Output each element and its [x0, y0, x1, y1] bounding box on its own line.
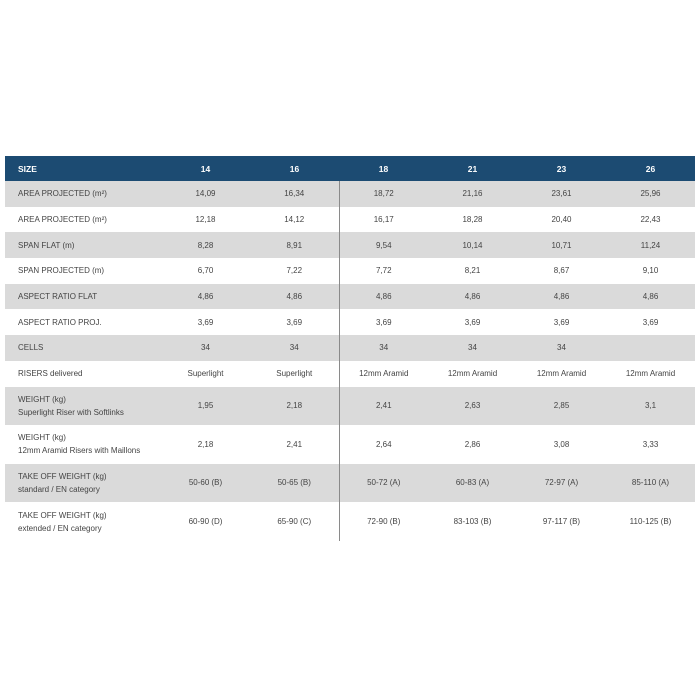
- table-cell: 4,86: [161, 284, 250, 310]
- row-label: ASPECT RATIO PROJ.: [18, 317, 102, 327]
- table-cell: 34: [250, 335, 339, 361]
- table-cell: 3,08: [517, 425, 606, 464]
- size-column-header: 26: [645, 163, 656, 174]
- table-cell: 72-97 (A): [517, 464, 606, 503]
- row-label-cell: [5, 181, 161, 207]
- table-row: [5, 502, 695, 541]
- table-cell: 2,41: [339, 387, 428, 426]
- row-label: TAKE OFF WEIGHT (kg): [18, 471, 107, 481]
- table-cell: 23,61: [517, 181, 606, 207]
- table-cell: 97-117 (B): [517, 502, 606, 541]
- table-cell: 72-90 (B): [339, 502, 428, 541]
- row-sublabel: standard / EN category: [18, 484, 100, 494]
- row-sublabel: extended / EN category: [18, 523, 102, 533]
- size-column-header: 21: [467, 163, 478, 174]
- table-cell: 18,28: [428, 207, 517, 233]
- row-label: WEIGHT (kg): [18, 394, 66, 404]
- size-header: SIZE: [18, 163, 37, 174]
- row-label-cell: [5, 284, 161, 310]
- table-cell: 8,91: [250, 232, 339, 258]
- table-cell: 3,69: [250, 309, 339, 335]
- size-column-header: 14: [200, 163, 211, 174]
- row-label-cell: [5, 335, 161, 361]
- spec-table-container: [5, 156, 695, 541]
- table-cell: 25,96: [606, 181, 695, 207]
- table-cell: 14,09: [161, 181, 250, 207]
- table-cell: 18,72: [339, 181, 428, 207]
- table-cell: 8,28: [161, 232, 250, 258]
- table-cell: 2,86: [428, 425, 517, 464]
- row-label: WEIGHT (kg): [18, 433, 66, 443]
- table-cell: 12mm Aramid: [339, 361, 428, 387]
- table-cell: 34: [517, 335, 606, 361]
- table-cell: 7,22: [250, 258, 339, 284]
- row-label: ASPECT RATIO FLAT: [18, 292, 98, 302]
- table-cell: 20,40: [517, 207, 606, 233]
- row-label-cell: [5, 387, 161, 426]
- table-cell: 9,54: [339, 232, 428, 258]
- table-cell: 50-65 (B): [250, 464, 339, 503]
- table-row: [5, 464, 695, 503]
- table-cell: [606, 335, 695, 361]
- table-cell: 3,69: [339, 309, 428, 335]
- table-cell: 6,70: [161, 258, 250, 284]
- row-sublabel: 12mm Aramid Risers with Maillons: [18, 446, 141, 456]
- table-row: [5, 335, 695, 361]
- table-cell: 3,69: [517, 309, 606, 335]
- row-label-cell: [5, 425, 161, 464]
- table-cell: 2,85: [517, 387, 606, 426]
- table-cell: 4,86: [606, 284, 695, 310]
- table-cell: 4,86: [250, 284, 339, 310]
- table-cell: 3,1: [606, 387, 695, 426]
- table-cell: 8,21: [428, 258, 517, 284]
- table-cell: 60-90 (D): [161, 502, 250, 541]
- table-cell: Superlight: [250, 361, 339, 387]
- table-cell: 14,12: [250, 207, 339, 233]
- table-cell: 11,24: [606, 232, 695, 258]
- table-row: [5, 284, 695, 310]
- table-cell: 12mm Aramid: [428, 361, 517, 387]
- table-row: [5, 232, 695, 258]
- table-cell: 3,69: [606, 309, 695, 335]
- table-cell: 8,67: [517, 258, 606, 284]
- table-cell: Superlight: [161, 361, 250, 387]
- row-label: TAKE OFF WEIGHT (kg): [18, 510, 107, 520]
- size-column-header: 18: [378, 163, 389, 174]
- table-cell: 1,95: [161, 387, 250, 426]
- row-label: AREA PROJECTED (m²): [18, 215, 107, 225]
- table-cell: 2,63: [428, 387, 517, 426]
- header-row: [5, 156, 695, 181]
- table-cell: 22,43: [606, 207, 695, 233]
- table-cell: 83-103 (B): [428, 502, 517, 541]
- table-cell: 3,69: [428, 309, 517, 335]
- table-cell: 34: [428, 335, 517, 361]
- row-label-cell: [5, 502, 161, 541]
- table-row: [5, 181, 695, 207]
- row-label: RISERS delivered: [18, 369, 83, 379]
- row-label: CELLS: [18, 343, 44, 353]
- spec-table-body: [5, 181, 695, 541]
- table-row: [5, 309, 695, 335]
- table-cell: 2,18: [250, 387, 339, 426]
- table-cell: 50-72 (A): [339, 464, 428, 503]
- table-cell: 16,17: [339, 207, 428, 233]
- table-cell: 10,14: [428, 232, 517, 258]
- row-label-cell: [5, 258, 161, 284]
- row-label: SPAN FLAT (m): [18, 240, 75, 250]
- table-cell: 9,10: [606, 258, 695, 284]
- table-cell: 10,71: [517, 232, 606, 258]
- row-label-cell: [5, 361, 161, 387]
- table-cell: 34: [161, 335, 250, 361]
- table-row: [5, 425, 695, 464]
- table-cell: 4,86: [517, 284, 606, 310]
- table-cell: 60-83 (A): [428, 464, 517, 503]
- row-sublabel: Superlight Riser with Softlinks: [18, 407, 124, 417]
- row-label: SPAN PROJECTED (m): [18, 266, 105, 276]
- table-cell: 12,18: [161, 207, 250, 233]
- row-label-cell: [5, 232, 161, 258]
- table-cell: 2,64: [339, 425, 428, 464]
- table-row: [5, 387, 695, 426]
- table-cell: 16,34: [250, 181, 339, 207]
- row-label-cell: [5, 207, 161, 233]
- row-label: AREA PROJECTED (m²): [18, 189, 107, 199]
- table-cell: 12mm Aramid: [606, 361, 695, 387]
- table-cell: 4,86: [339, 284, 428, 310]
- table-cell: 50-60 (B): [161, 464, 250, 503]
- size-column-header: 16: [289, 163, 300, 174]
- table-cell: 3,33: [606, 425, 695, 464]
- table-cell: 7,72: [339, 258, 428, 284]
- row-label-cell: [5, 464, 161, 503]
- table-cell: 110-125 (B): [606, 502, 695, 541]
- size-column-header: 23: [556, 163, 567, 174]
- spec-table: [5, 156, 695, 541]
- table-cell: 21,16: [428, 181, 517, 207]
- table-cell: 2,41: [250, 425, 339, 464]
- spec-table-header: [5, 156, 695, 181]
- table-cell: 34: [339, 335, 428, 361]
- table-cell: 65-90 (C): [250, 502, 339, 541]
- table-cell: 2,18: [161, 425, 250, 464]
- table-row: [5, 258, 695, 284]
- table-cell: 3,69: [161, 309, 250, 335]
- table-row: [5, 361, 695, 387]
- row-label-cell: [5, 309, 161, 335]
- table-cell: 4,86: [428, 284, 517, 310]
- table-cell: 85-110 (A): [606, 464, 695, 503]
- table-cell: 12mm Aramid: [517, 361, 606, 387]
- table-row: [5, 207, 695, 233]
